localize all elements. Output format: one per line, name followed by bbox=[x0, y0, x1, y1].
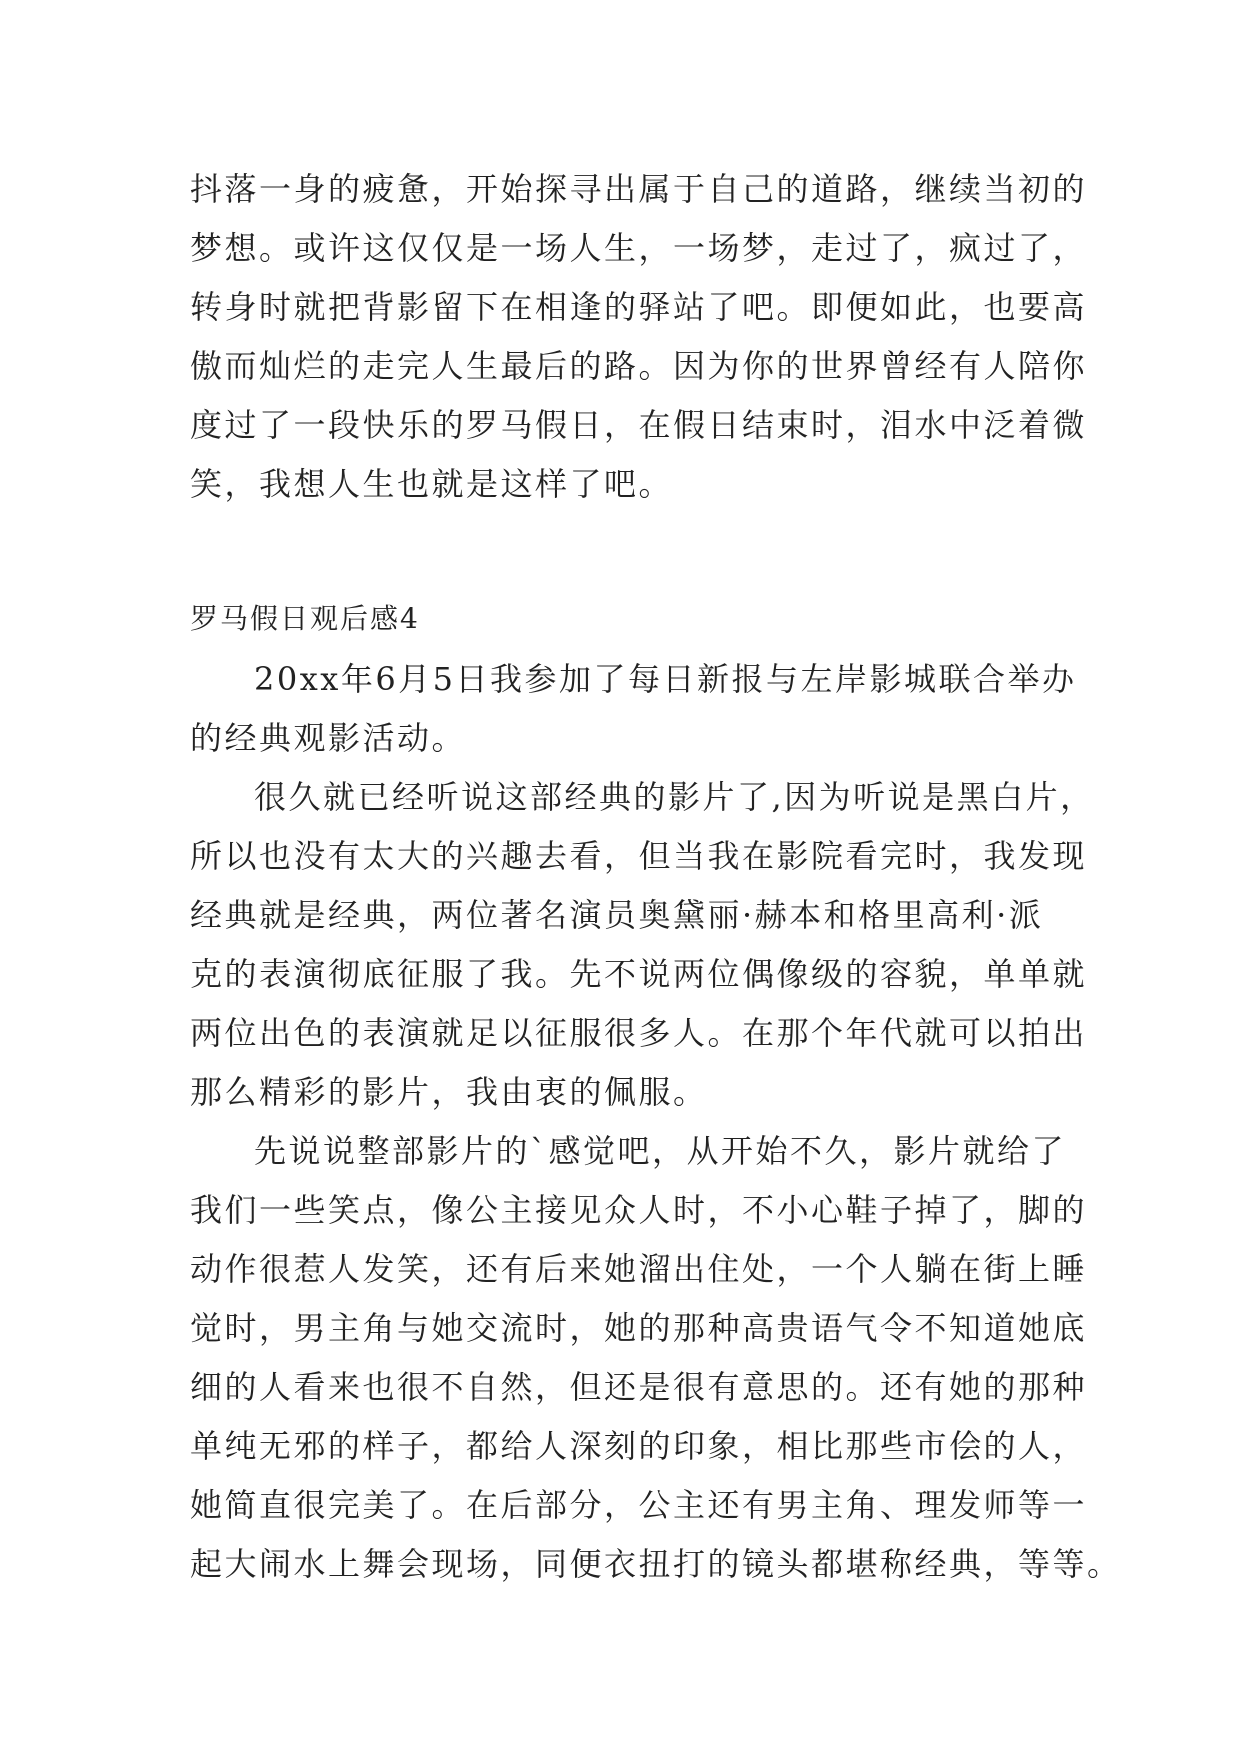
paragraph-3 bbox=[190, 1122, 1122, 1594]
text-line: 两位出色的表演就足以征服很多人。在那个年代就可以拍出 bbox=[190, 1014, 1088, 1052]
section-gap bbox=[190, 514, 1055, 587]
paragraph-1 bbox=[190, 650, 1077, 768]
text-line: 笑，我想人生也就是这样了吧。 bbox=[190, 465, 674, 503]
text-line: 的经典观影活动。 bbox=[190, 719, 467, 757]
text-line: 经典就是经典，两位著名演员奥黛丽·赫本和格里高利·派 bbox=[190, 896, 1044, 934]
text-line: 梦想。或许这仅仅是一场人生，一场梦，走过了，疯过了， bbox=[190, 229, 1088, 267]
section-heading: 罗马假日观后感4 bbox=[190, 602, 420, 635]
paragraph-2 bbox=[190, 768, 1095, 1122]
text-line: 起大闹水上舞会现场，同便衣扭打的镜头都堪称经典，等等。 bbox=[190, 1545, 1122, 1583]
text-line: 单纯无邪的样子，都给人深刻的印象，相比那些市侩的人， bbox=[190, 1427, 1088, 1465]
text-line: 那么精彩的影片，我由衷的佩服。 bbox=[190, 1073, 708, 1111]
text-line: 她简直很完美了。在后部分，公主还有男主角、理发师等一 bbox=[190, 1486, 1088, 1524]
text-line: 克的表演彻底征服了我。先不说两位偶像级的容貌，单单就 bbox=[190, 955, 1088, 993]
text-line: 先说说整部影片的`感觉吧，从开始不久，影片就给了 bbox=[254, 1132, 1067, 1170]
text-line: 20xx年6月5日我参加了每日新报与左岸影城联合举办 bbox=[254, 660, 1077, 698]
text-line: 很久就已经听说这部经典的影片了,因为听说是黑白片， bbox=[254, 778, 1095, 816]
text-line: 我们一些笑点，像公主接见众人时，不小心鞋子掉了，脚的 bbox=[190, 1191, 1088, 1229]
text-line: 细的人看来也很不自然，但还是很有意思的。还有她的那种 bbox=[190, 1368, 1088, 1406]
text-line: 度过了一段快乐的罗马假日，在假日结束时，泪水中泛着微 bbox=[190, 406, 1088, 444]
text-line: 抖落一身的疲惫，开始探寻出属于自己的道路，继续当初的 bbox=[190, 170, 1088, 208]
text-line: 动作很惹人发笑，还有后来她溜出住处，一个人躺在街上睡 bbox=[190, 1250, 1088, 1288]
text-line: 觉时，男主角与她交流时，她的那种高贵语气令不知道她底 bbox=[190, 1309, 1088, 1347]
text-line: 傲而灿烂的走完人生最后的路。因为你的世界曾经有人陪你 bbox=[190, 347, 1088, 385]
paragraph-continued bbox=[190, 160, 1088, 514]
text-line: 所以也没有太大的兴趣去看，但当我在影院看完时，我发现 bbox=[190, 837, 1088, 875]
document-page bbox=[190, 160, 1122, 1594]
text-line: 转身时就把背影留下在相逢的驿站了吧。即便如此，也要高 bbox=[190, 288, 1088, 326]
